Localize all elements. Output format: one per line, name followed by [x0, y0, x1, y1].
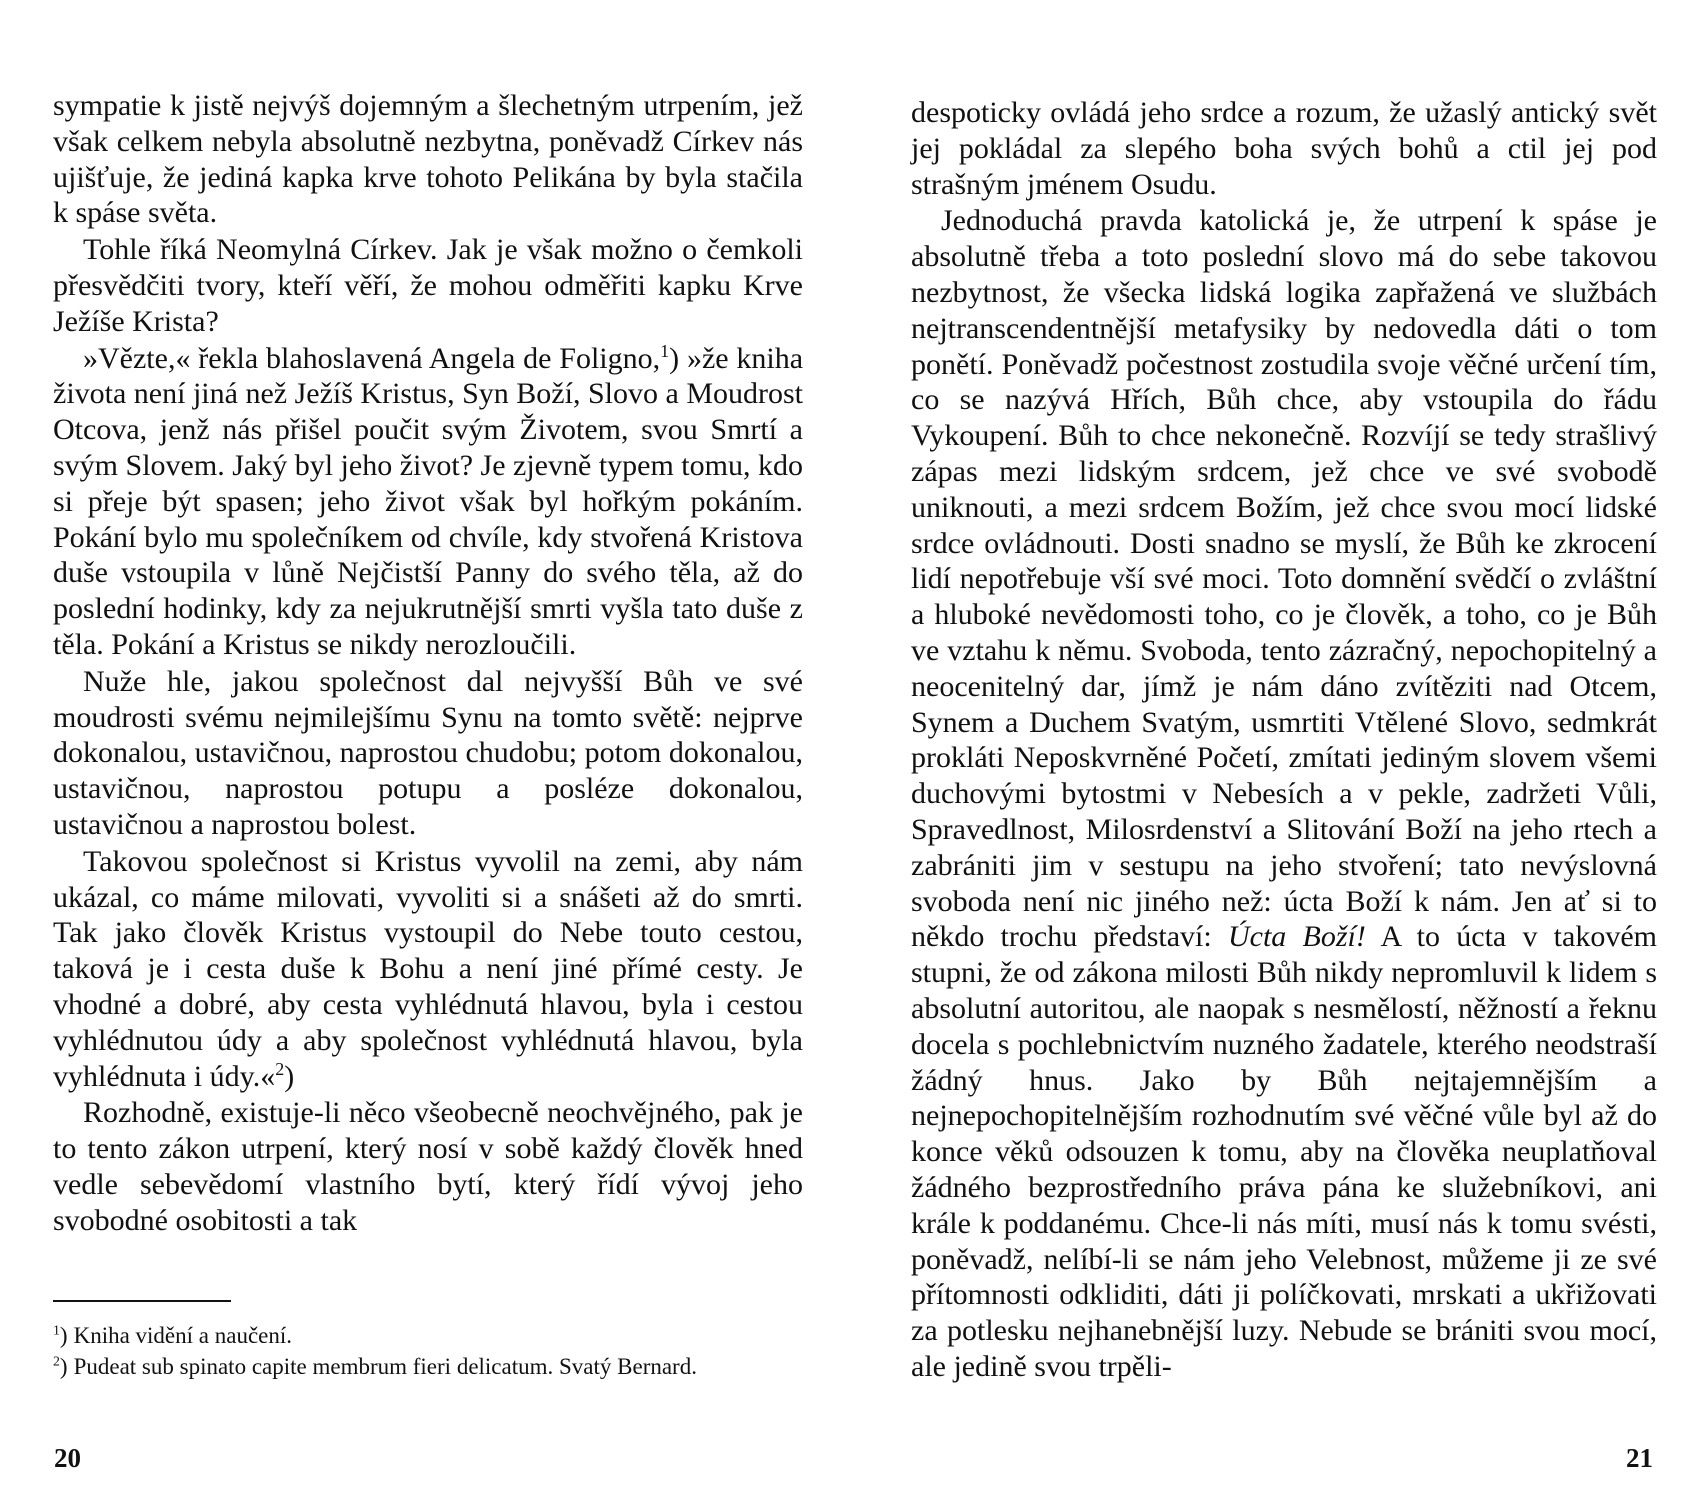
footnote-number: 1 — [53, 1322, 60, 1338]
page-number: 21 — [1626, 1443, 1653, 1473]
footnotes — [53, 1323, 803, 1385]
paragraph: despoticky ovládá jeho srdce a rozum, že užaslý antický svět jej pokládal za slepého boha svých bohů a ctil jej pod strašným jménem Osudu. — [911, 96, 1657, 201]
footnote-divider — [53, 1300, 231, 1302]
paragraph: Tohle říká Neomylná Církev. Jak je však možno o čemkoli přesvědčiti tvory, kteří věří, že mohou odměřiti kapku Krve Ježíše Krista? — [53, 233, 803, 338]
footnote — [53, 1323, 803, 1349]
footnote-text: Kniha vidění a naučení. — [73, 1323, 292, 1348]
page-number: 20 — [54, 1443, 81, 1473]
footnote-reference: 2 — [275, 1058, 285, 1079]
footnote-number: 2 — [53, 1353, 60, 1369]
footnote-marker: $^2$) — [53, 1353, 68, 1379]
paragraph — [911, 203, 1657, 1384]
footnote-marker: $^1$) — [53, 1322, 68, 1348]
paragraph: sympatie k jistě nejvýš dojemným a šlechetným utrpením, jež však celkem nebyla absolutně nezbytna, poněvadž Církev nás ujišťuje, že jediná kapka krve tohoto Pelikána by byla stačila k spáse světa. — [53, 89, 803, 230]
paragraph: Nuže hle, jakou společnost dal nejvyšší Bůh ve své moudrosti svému nejmilejšímu Synu na tomto světě: nejprve dokonalou, ustavičnou, naprostou chudobu; potom dokonalou, ustavičnou, naprostou potupu a posléze dokonalou, ustavičnou a naprostou bolest. — [53, 664, 803, 841]
paragraph: Takovou společnost si Kristus vyvolil na zemi, aby nám ukázal, co máme milovati, vyvoliti si a snášeti až do smrti. Tak jako člověk Kristus vystoupil do Nebe touto cestou, taková je i cesta duše k Bohu a není jiné přímé cesty. Je vhodné a dobré, aby cesta vyhlédnutá hlavou, byla i cestou vyhlédnutou údy a aby společnost vyhlédnutá hlavou, byla vyhlédnuta i údy.«$^2$) — [53, 844, 803, 1093]
left-page-text — [53, 88, 803, 1240]
paragraph-text: Jednoduchá pravda katolická je, že utrpení k spáse je absolutně třeba a toto poslední slovo má do sebe takovou nezbytnost, že všecka lidská logika zapřažená ve službách nejtranscendentnější metafysiky by nedovedla dáti o tom ponětí. Poněvadž počestnost zostudila svoje věčné určení tím, co se nazývá Hřích, Bůh chce, aby vstoupila do řádu Vykoupení. Bůh to chce nekonečně. Rozvíjí se tedy strašlivý zápas mezi lidským srdcem, jež chce ve své svobodě uniknouti, a mezi srdcem Božím, jež chce svou mocí lidské srdce ovládnouti. Dosti snadno se myslí, že Bůh ke zkrocení lidí nepotřebuje vší své moci. Toto domnění svědčí o zvláštní a hluboké nevědomosti toho, co je člověk, a toho, co je Bůh ve vztahu k němu. Svoboda, tento zázračný, nepochopitelný a neocenitelný dar, jímž je nám dáno zvítěziti nad Otcem, Synem a Duchem Svatým, usmrtiti Vtělené Slovo, sedmkrát prokláti Neposkvrněné Početí, zmítati jediným slovem všemi duchovými bytostmi v Nebesích a v pekle, zadržeti Vůli, Spravedlnost, Milosrdenství a Slitování Boží na jeho rtech a zabrániti jim v sestupu na jeho stvoření; tato nevýslovná svoboda není nic jiného než: úcta Boží k nám. Jen ať si to někdo trochu představí: — [911, 204, 1657, 954]
right-page-text — [911, 95, 1657, 1386]
emphasized-text: Úcta Boží! — [1227, 920, 1366, 954]
right-page — [852, 0, 1704, 1500]
paragraph-text: »že kniha života není jiná než Ježíš Kristus, Syn Boží, Slovo a Moudrost Otcova, jenž nás přišel poučit svým Životem, svou Smrtí a svým Slovem. Jaký byl jeho život? Je zjevně typem tomu, kdo si přeje být spasen; jeho život však byl hořkým pokáním. Pokání bylo mu společníkem od chvíle, kdy stvořená Kristova duše vstoupila v lůně Nejčistší Panny do svého těla, až do poslední hodinky, kdy za nejukrutnější smrti vyšla tato duše z těla. Pokání a Kristus se nikdy nerozloučili. — [53, 341, 804, 661]
footnote-text: Pudeat sub spinato capite membrum fieri delicatum. Svatý Bernard. — [73, 1354, 697, 1379]
footnote — [53, 1354, 803, 1380]
paragraph-text: Takovou společnost si Kristus vyvolil na zemi, aby nám ukázal, co máme milovati, vyvoliti si a snášeti až do smrti. Tak jako člověk Kristus vystoupil do Nebe touto cestou, taková je i cesta duše k Bohu a není jiné přímé cesty. Je vhodné a dobré, aby cesta vyhlédnutá hlavou, byla i cestou vyhlédnutou údy a aby společnost vyhlédnutá hlavou, byla vyhlédnuta i údy.« — [53, 844, 803, 1093]
paragraph: Rozhodně, existuje-li něco všeobecně neochvějného, pak je to tento zákon utrpení, který nosí v sobě každý člověk hned vedle sebevědomí vlastního bytí, který řídí vývoj jeho svobodné osobitosti a tak — [53, 1096, 803, 1237]
paragraph: »Vězte,« řekla blahoslavená Angela de Foligno,$^1$) »že kniha života není jiná než Ježíš Kristus, Syn Boží, Slovo a Moudrost Otcova, jenž nás přišel poučit svým Životem, svou Smrtí a svým Slovem. Jaký byl jeho život? Je zjevně typem tomu, kdo si přeje být spasen; jeho život však byl hořkým pokáním. Pokání bylo mu společníkem od chvíle, kdy stvořená Kristova duše vstoupila v lůně Nejčistší Panny do svého těla, až do poslední hodinky, kdy za nejukrutnější smrti vyšla tato duše z těla. Pokání a Kristus se nikdy nerozloučili. — [53, 340, 804, 661]
paragraph-text: A to úcta v takovém stupni, že od zákona milosti Bůh nikdy nepromluvil k lidem s absolutní autoritou, ale naopak s nesmělostí, něžností a řeknu docela s pochlebnictvím nuzného žadatele, kterého neodstraší žádný hnus. Jako by Bůh nejtajemnějším a nejnepochopitelnějším rozhodnutím své věčné vůle byl až do konce věků odsouzen k tomu, aby na člověka neuplatňoval žádného bezprostředního práva pána ke služebníkovi, ani krále k poddanému. Chce-li nás míti, musí nás k tomu svésti, poněvadž, nelíbí-li se nám jeho Velebnost, můžeme ji ze své přítomnosti odkliditi, dáti ji políčkovati, mrskati a ukřižovati za potlesku nejhanebnější luzy. Nebude se brániti svou mocí, ale jedině svou trpěli- — [911, 920, 1657, 1383]
footnote-reference: 1 — [660, 340, 670, 361]
paragraph-text: »Vězte,« řekla blahoslavená Angela de Foligno, — [83, 341, 661, 375]
